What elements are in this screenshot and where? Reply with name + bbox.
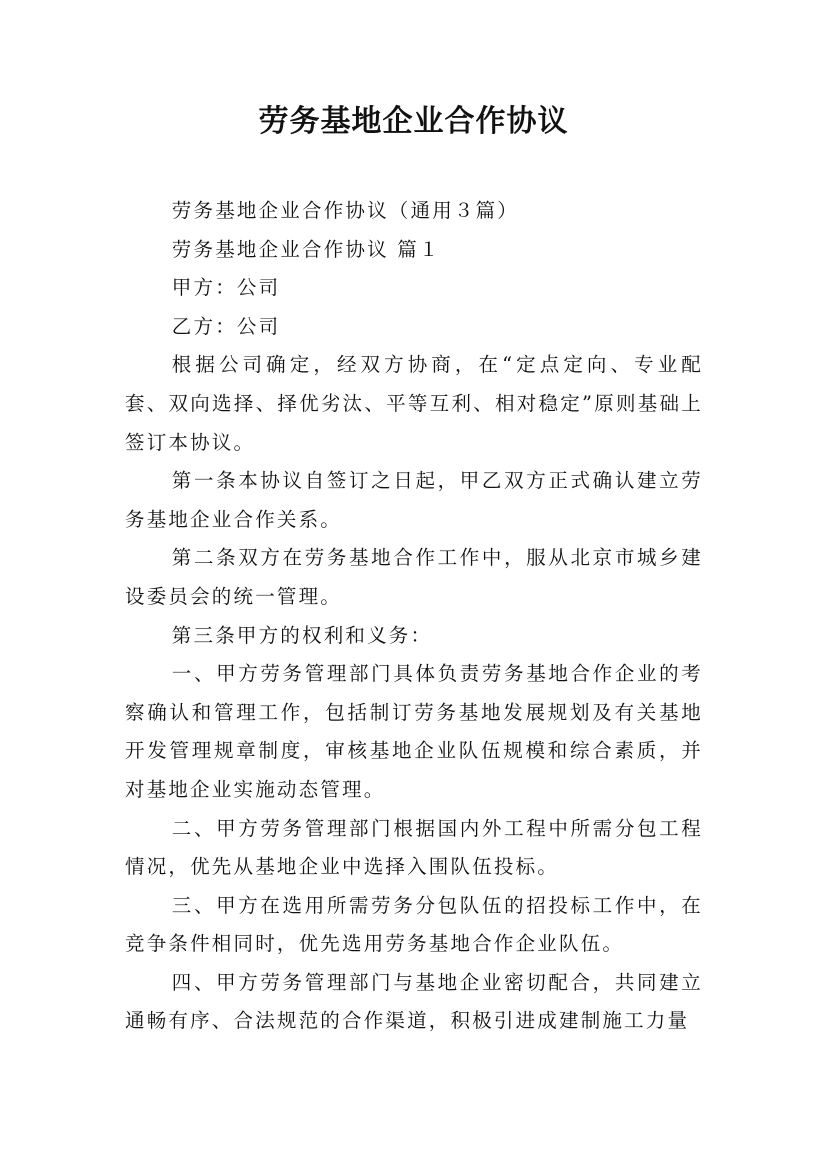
paragraph-article-2: 第二条双方在劳务基地合作工作中，服从北京市城乡建设委员会的统一管理。	[125, 546, 703, 608]
paragraph-article-1: 第一条本协议自签订之日起，甲乙双方正式确认建立劳务基地企业合作关系。	[125, 469, 703, 531]
paragraph-party-a: 甲方：公司	[171, 276, 281, 300]
paragraph-clause-2: 二、甲方劳务管理部门根据国内外工程中所需分包工程情况，优先从基地企业中选择入围队伍投标。	[125, 816, 703, 879]
paragraph-preamble: 根据公司确定，经双方协商，在“定点定向、专业配套、双向选择、择优劣汰、平等互利、相对稳定”原则基础上签订本协议。	[125, 353, 703, 454]
paragraph-article-3: 第三条甲方的权利和义务：	[171, 623, 433, 647]
paragraph-clause-3: 三、甲方在选用所需劳务分包队伍的招投标工作中，在竞争条件相同时，优先选用劳务基地合作企业队伍。	[125, 893, 703, 956]
document-body	[125, 192, 703, 1041]
document-title: 劳务基地企业合作协议	[258, 104, 569, 139]
paragraph-clause-1: 一、甲方劳务管理部门具体负责劳务基地合作企业的考察确认和管理工作，包括制订劳务基地发展规划及有关基地开发管理规章制度，审核基地企业队伍规模和综合素质，并对基地企业实施动态管理。	[125, 662, 703, 801]
paragraph-party-b: 乙方：公司	[171, 314, 281, 338]
paragraph-subtitle: 劳务基地企业合作协议（通用３篇）	[171, 199, 519, 222]
paragraph-clause-4: 四、甲方劳务管理部门与基地企业密切配合，共同建立通畅有序、合法规范的合作渠道，积极引进成建制施工力量	[125, 970, 703, 1033]
paragraph-section-heading: 劳务基地企业合作协议 篇１	[171, 237, 441, 261]
